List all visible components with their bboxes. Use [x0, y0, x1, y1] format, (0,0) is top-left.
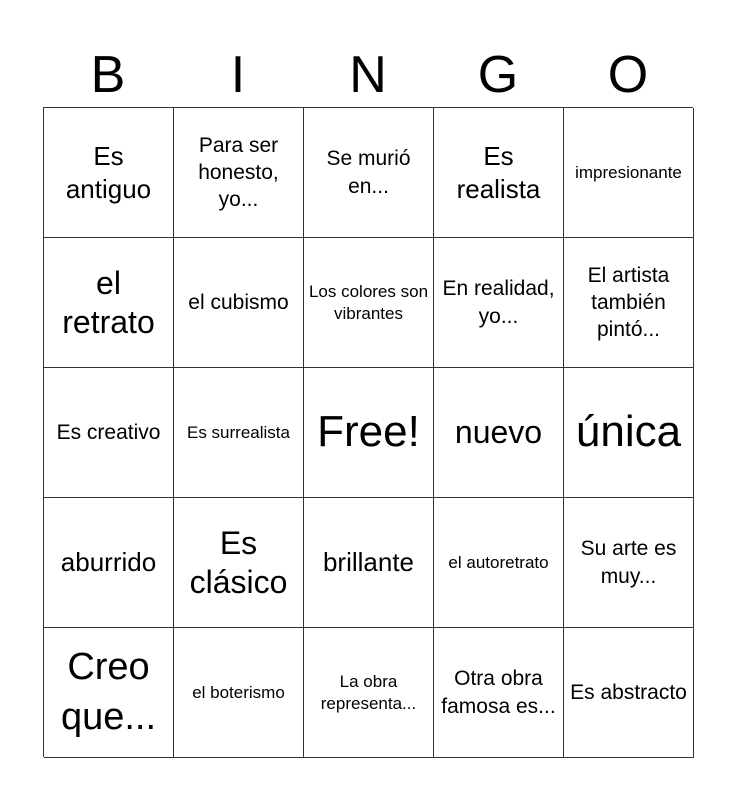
bingo-cell: nuevo: [434, 368, 564, 498]
bingo-cell: Es realista: [434, 108, 564, 238]
bingo-grid: [43, 107, 693, 757]
bingo-cell: Para ser honesto, yo...: [174, 108, 304, 238]
bingo-cell: Los colores son vibrantes: [304, 238, 434, 368]
bingo-cell: única: [564, 368, 694, 498]
bingo-cell: Otra obra famosa es...: [434, 628, 564, 758]
header-letter-g: G: [477, 46, 519, 104]
header-letter-n: N: [349, 46, 387, 104]
bingo-cell: Es surrealista: [174, 368, 304, 498]
bingo-cell: Es abstracto: [564, 628, 694, 758]
bingo-cell: aburrido: [44, 498, 174, 628]
bingo-cell: Su arte es muy...: [564, 498, 694, 628]
bingo-cell-free: Free!: [304, 368, 434, 498]
header-letter-i: I: [230, 46, 246, 104]
bingo-cell: Es clásico: [174, 498, 304, 628]
header-letter-o: O: [607, 46, 649, 104]
bingo-cell: impresionante: [564, 108, 694, 238]
bingo-cell: Se murió en...: [304, 108, 434, 238]
bingo-cell: Creo que...: [44, 628, 174, 758]
bingo-cell: el retrato: [44, 238, 174, 368]
bingo-header: [43, 44, 693, 106]
bingo-cell: En realidad, yo...: [434, 238, 564, 368]
bingo-cell: el boterismo: [174, 628, 304, 758]
bingo-cell: el autoretrato: [434, 498, 564, 628]
bingo-cell: Es antiguo: [44, 108, 174, 238]
bingo-cell: El artista también pintó...: [564, 238, 694, 368]
bingo-cell: brillante: [304, 498, 434, 628]
bingo-cell: Es creativo: [44, 368, 174, 498]
header-letter-b: B: [90, 46, 126, 104]
bingo-cell: el cubismo: [174, 238, 304, 368]
bingo-cell: La obra representa...: [304, 628, 434, 758]
